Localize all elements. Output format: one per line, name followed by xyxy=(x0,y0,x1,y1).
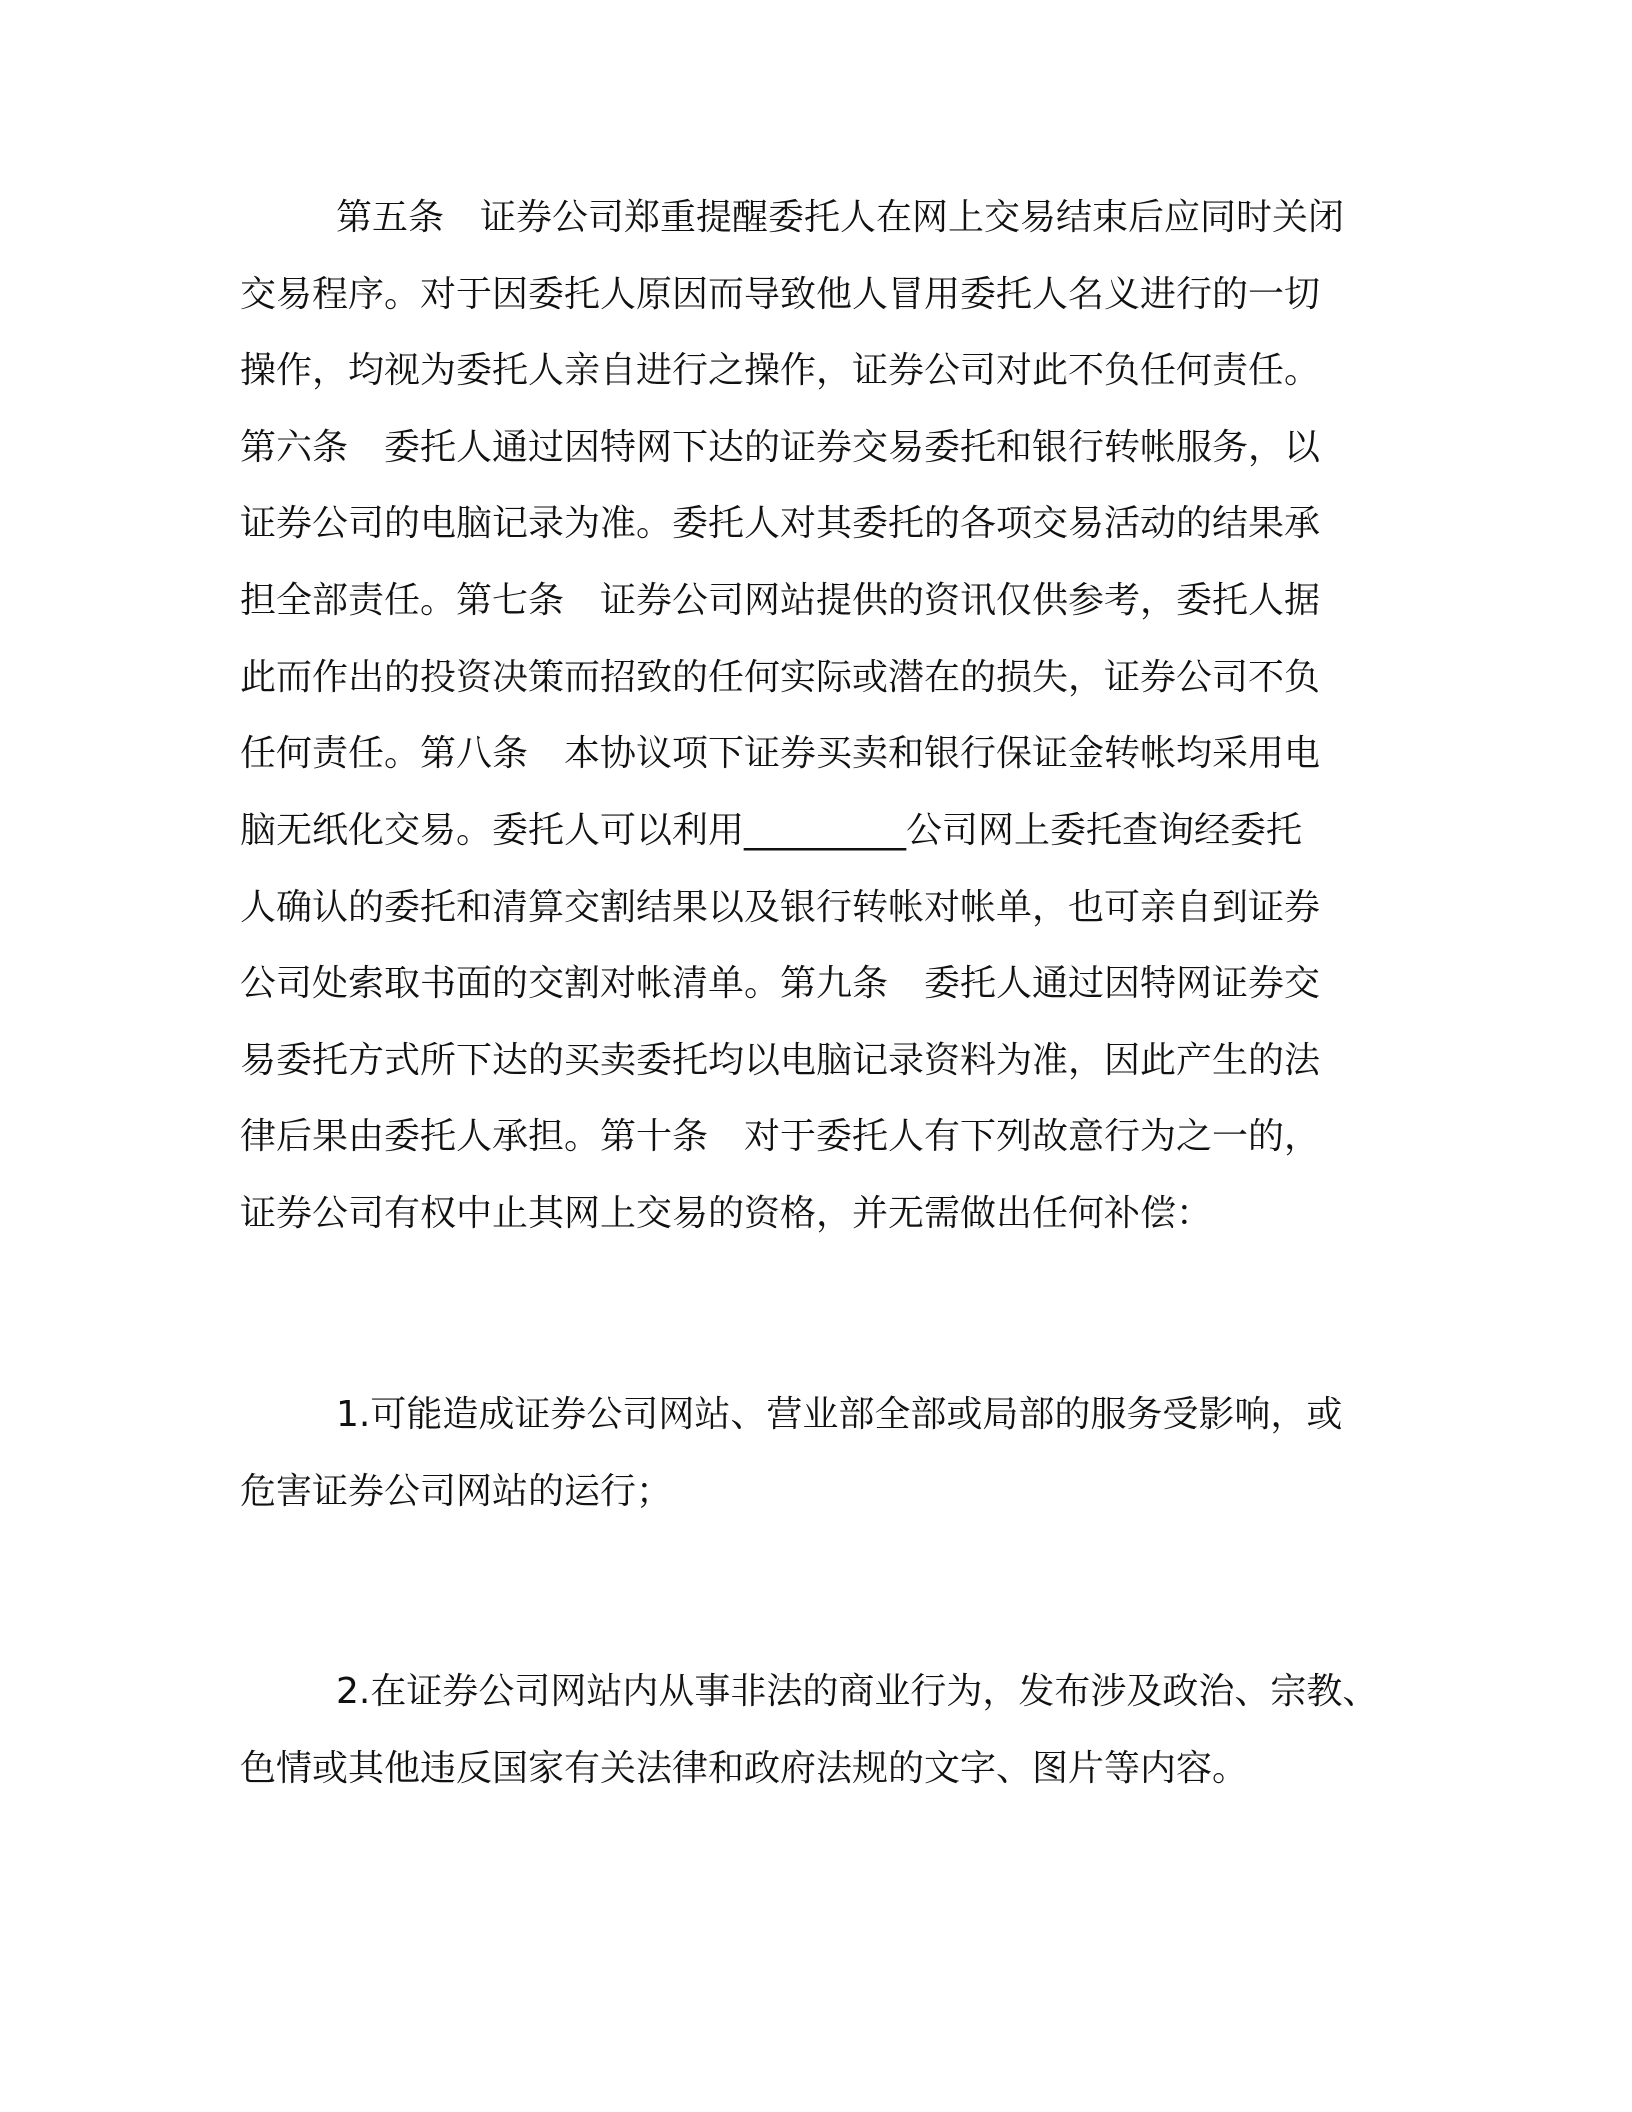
paragraph-2-line-2: 危害证券公司网站的运行； xyxy=(240,1471,673,1512)
paragraph-1-line-6: 担全部责任。第七条 证券公司网站提供的资讯仅供参考，委托人据 xyxy=(240,580,1321,621)
paragraph-2-line-1: 1.可能造成证券公司网站、营业部全部或局部的服务受影响，或 xyxy=(336,1394,1343,1435)
paragraph-1-line-7: 此而作出的投资决策而招致的任何实际或潜在的损失，证券公司不负 xyxy=(240,657,1321,698)
paragraph-1-line-4: 第六条 委托人通过因特网下达的证券交易委托和银行转帐服务，以 xyxy=(240,427,1321,468)
paragraph-1-line-11: 公司处索取书面的交割对帐清单。第九条 委托人通过因特网证券交 xyxy=(240,963,1321,1004)
paragraph-1-line-10: 人确认的委托和清算交割结果以及银行转帐对帐单，也可亲自到证券 xyxy=(240,887,1321,928)
paragraph-1-line-14: 证券公司有权中止其网上交易的资格，并无需做出任何补偿： xyxy=(240,1193,1213,1234)
paragraph-1-line-13: 律后果由委托人承担。第十条 对于委托人有下列故意行为之一的， xyxy=(240,1116,1321,1157)
paragraph-1-line-3: 操作，均视为委托人亲自进行之操作，证券公司对此不负任何责任。 xyxy=(240,350,1321,391)
paragraph-1-line-9: 脑无纸化交易。委托人可以利用_________公司网上委托查询经委托 xyxy=(240,810,1303,851)
paragraph-1-line-1: 第五条 证券公司郑重提醒委托人在网上交易结束后应同时关闭 xyxy=(336,197,1345,238)
paragraph-3-line-1: 2.在证券公司网站内从事非法的商业行为，发布涉及政治、宗教、 xyxy=(336,1671,1379,1712)
paragraph-3-line-2: 色情或其他违反国家有关法律和政府法规的文字、图片等内容。 xyxy=(240,1748,1249,1789)
paragraph-1-line-2: 交易程序。对于因委托人原因而导致他人冒用委托人名义进行的一切 xyxy=(240,274,1321,315)
paragraph-1-line-8: 任何责任。第八条 本协议项下证券买卖和银行保证金转帐均采用电 xyxy=(240,733,1321,774)
paragraph-1-line-5: 证券公司的电脑记录为准。委托人对其委托的各项交易活动的结果承 xyxy=(240,503,1321,544)
paragraph-1-line-12: 易委托方式所下达的买卖委托均以电脑记录资料为准，因此产生的法 xyxy=(240,1040,1321,1081)
